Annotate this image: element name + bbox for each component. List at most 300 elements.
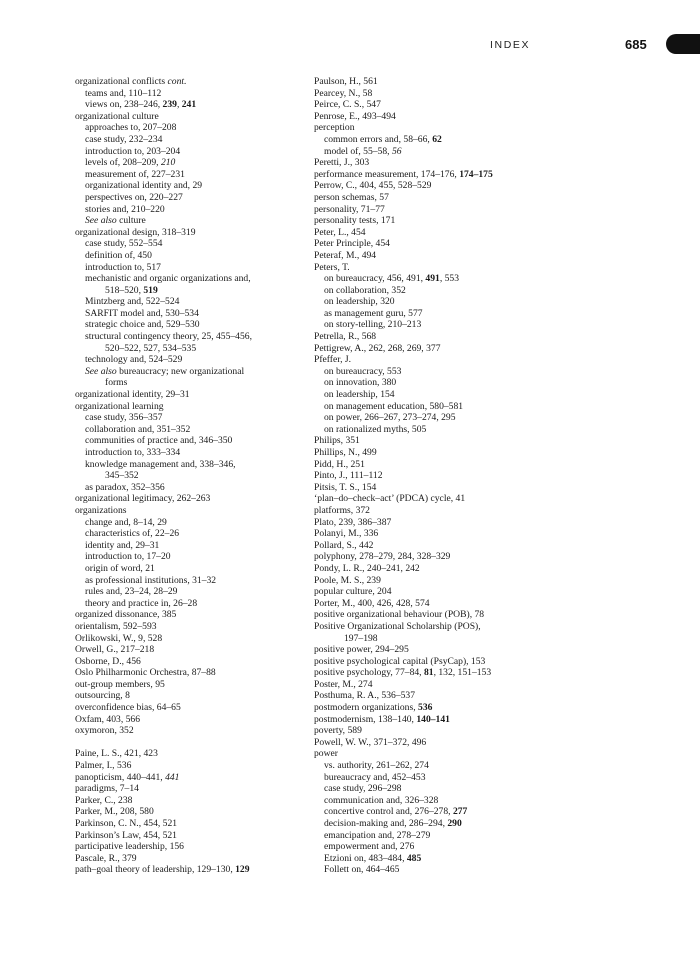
entry-text: Penrose, E., 493–494 [314, 110, 396, 122]
index-subentry [314, 830, 536, 842]
entry-text: orientalism, 592–593 [75, 620, 157, 632]
entry-text: Petrella, R., 568 [314, 331, 377, 343]
entry-text: Pascale, R., 379 [75, 852, 137, 864]
entry-text: Polanyi, M., 336 [314, 528, 379, 540]
index-subentry [314, 424, 536, 436]
entry-text: overconfidence bias, 64–65 [75, 702, 181, 714]
entry-text: collaboration and, 351–352 [85, 423, 191, 435]
index-entry [75, 633, 297, 645]
bold-page-ref: 536 [418, 702, 433, 714]
entry-text: Parkinson, C. N., 454, 521 [75, 818, 178, 829]
entry-text: Pollard, S., 442 [314, 539, 374, 551]
index-entry [75, 493, 297, 505]
bold-page-ref: 62 [432, 133, 442, 145]
entry-text: communication and, 326–328 [324, 794, 439, 806]
index-subentry [75, 459, 297, 471]
entry-text: on bureaucracy, 553 [324, 365, 402, 377]
entry-text: rules and, 23–24, 28–29 [85, 586, 178, 598]
index-subentry [75, 262, 297, 274]
index-subentry [75, 412, 297, 424]
entry-text: introduction to, 203–204 [85, 145, 181, 157]
entry-text: case study, 552–554 [85, 238, 163, 250]
entry-text: as professional institutions, 31–32 [85, 574, 217, 586]
index-entry [314, 88, 536, 100]
index-subentry [75, 250, 297, 262]
entry-text: performance measurement, 174–176, [314, 168, 460, 180]
index-subentry [314, 841, 536, 853]
entry-text: Pearcey, N., 58 [314, 87, 373, 99]
entry-text: power [314, 748, 338, 760]
index-subentry [75, 238, 297, 250]
entry-text: , [176, 99, 182, 111]
index-subentry [314, 285, 536, 297]
bold-page-ref: 239 [162, 99, 177, 111]
entry-text: strategic choice and, 529–530 [85, 319, 200, 331]
italic-text: 210 [160, 157, 176, 169]
index-entry [314, 482, 536, 494]
index-entry [314, 725, 536, 737]
index-subentry [75, 192, 297, 204]
entry-text: Powell, W. W., 371–372, 496 [314, 736, 427, 748]
index-subentry [75, 424, 297, 436]
entry-text: emancipation and, 278–279 [324, 829, 431, 841]
index-entry [314, 447, 536, 459]
index-entry [75, 702, 297, 714]
entry-text: Poole, M. S., 239 [314, 574, 381, 586]
entry-text: measurement of, 227–231 [85, 168, 185, 180]
bold-page-ref: 290 [447, 818, 462, 829]
index-subentry [314, 633, 536, 645]
index-entry [314, 215, 536, 227]
index-subentry [75, 435, 297, 447]
entry-text: case study, 296–298 [324, 783, 402, 795]
entry-text: views on, 238–246, [85, 99, 163, 111]
index-entry [314, 470, 536, 482]
entry-text: out-group members, 95 [75, 678, 165, 690]
index-entry [314, 99, 536, 111]
bold-page-ref: 277 [452, 806, 468, 818]
index-entry [75, 772, 297, 784]
entry-text: positive power, 294–295 [314, 644, 409, 656]
entry-text: on leadership, 320 [324, 296, 395, 308]
entry-text: on rationalized myths, 505 [324, 423, 427, 435]
entry-text: teams and, 110–112 [85, 87, 162, 99]
index-entry [75, 609, 297, 621]
entry-text: Peter Principle, 454 [314, 238, 390, 250]
entry-text: concertive control and, 276–278, [324, 806, 453, 818]
index-entry [314, 505, 536, 517]
entry-text: empowerment and, 276 [324, 841, 415, 853]
entry-text: origin of word, 21 [85, 562, 155, 574]
index-subentry [314, 146, 536, 158]
index-entry [314, 204, 536, 216]
index-subentry [75, 343, 297, 355]
index-entry [314, 180, 536, 192]
entry-text: model of, 55–58, [324, 145, 392, 157]
entry-text: Pinto, J., 111–112 [314, 470, 383, 482]
entry-text: as paradox, 352–356 [85, 481, 165, 493]
entry-text: Peters, T. [314, 261, 350, 273]
entry-text: Peter, L., 454 [314, 226, 366, 238]
entry-text: definition of, 450 [85, 249, 152, 261]
index-subentry [75, 354, 297, 366]
index-entry [314, 690, 536, 702]
page-number: 685 [625, 37, 647, 52]
entry-text: organizational identity and, 29 [85, 180, 203, 192]
bold-page-ref: 129 [235, 864, 250, 876]
entry-text: on bureaucracy, 456, 491, [324, 273, 426, 285]
index-subentry [314, 296, 536, 308]
entry-text: forms [105, 377, 128, 389]
index-entry [314, 644, 536, 656]
entry-text: as management guru, 577 [324, 307, 423, 319]
index-entry [75, 656, 297, 668]
index-column-right [314, 76, 536, 876]
index-subentry [75, 586, 297, 598]
index-subentry [314, 783, 536, 795]
index-entry [314, 493, 536, 505]
entry-text: personality, 71–77 [314, 203, 385, 215]
index-entry [75, 505, 297, 517]
index-subentry [75, 204, 297, 216]
index-column-left [75, 76, 297, 876]
index-entry [314, 540, 536, 552]
index-subentry [75, 377, 297, 389]
entry-text: positive organizational behaviour (POB), 78 [314, 609, 485, 621]
entry-text: Orlikowski, W., 9, 528 [75, 632, 163, 644]
entry-text: Peretti, J., 303 [314, 157, 370, 169]
index-entry [75, 76, 297, 88]
index-subentry [75, 169, 297, 181]
entry-text: Positive Organizational Scholarship (POS), [314, 620, 481, 632]
index-entry [314, 656, 536, 668]
index-subentry [75, 273, 297, 285]
entry-text: Paulson, H., 561 [314, 76, 378, 87]
index-subentry [314, 377, 536, 389]
index-subentry [75, 575, 297, 587]
italic-text: See also [85, 365, 117, 377]
entry-text: oxymoron, 352 [75, 725, 134, 737]
index-subentry [75, 517, 297, 529]
entry-text: , 553 [439, 273, 459, 285]
index-entry [314, 157, 536, 169]
entry-text: theory and practice in, 26–28 [85, 597, 198, 609]
index-entry [314, 354, 536, 366]
index-entry [75, 690, 297, 702]
index-entry [314, 609, 536, 621]
entry-text: person schemas, 57 [314, 191, 389, 203]
entry-text: Parker, C., 238 [75, 794, 133, 806]
index-entry [75, 389, 297, 401]
index-entry [314, 169, 536, 181]
entry-text: organizational conflicts [75, 76, 168, 87]
bold-page-ref: 241 [181, 99, 197, 111]
index-entry [314, 748, 536, 760]
entry-text: communities of practice and, 346–350 [85, 435, 233, 447]
entry-text: technology and, 524–529 [85, 354, 183, 366]
index-subentry [75, 308, 297, 320]
entry-text: poverty, 589 [314, 725, 362, 737]
entry-text: Pondy, L. R., 240–241, 242 [314, 562, 420, 574]
index-subentry [75, 447, 297, 459]
entry-text: Mintzberg and, 522–524 [85, 296, 180, 308]
index-entry [75, 818, 297, 830]
entry-text: 518–520, [105, 284, 144, 296]
index-subentry [75, 331, 297, 343]
entry-text: panopticism, 440–441, [75, 771, 166, 783]
entry-text: organizational design, 318–319 [75, 226, 196, 238]
index-entry [314, 714, 536, 726]
letter-group-gap [75, 737, 297, 749]
index-subentry [314, 760, 536, 772]
index-entry [75, 864, 297, 876]
entry-text: on story-telling, 210–213 [324, 319, 422, 331]
index-subentry [75, 366, 297, 378]
entry-text: personality tests, 171 [314, 215, 396, 227]
entry-text: organizational learning [75, 400, 164, 412]
entry-text: ‘plan–do–check–act’ (PDCA) cycle, 41 [314, 493, 466, 505]
entry-text: Philips, 351 [314, 435, 360, 447]
entry-text: Follett on, 464–465 [324, 864, 400, 876]
index-subentry [314, 806, 536, 818]
entry-text: Pidd, H., 251 [314, 458, 365, 470]
entry-text: positive psychological capital (PsyCap), 153 [314, 655, 486, 667]
entry-text: participative leadership, 156 [75, 841, 184, 853]
entry-text: common errors and, 58–66, [324, 133, 433, 145]
entry-text: on leadership, 154 [324, 389, 395, 401]
entry-text: 520–522, 527, 534–535 [105, 342, 197, 354]
entry-text: Oxfam, 403, 566 [75, 713, 141, 725]
index-entry [75, 401, 297, 413]
entry-text: case study, 356–357 [85, 412, 163, 424]
entry-text: Palmer, I., 536 [75, 760, 132, 772]
index-subentry [314, 772, 536, 784]
entry-text: Parker, M., 208, 580 [75, 806, 154, 818]
entry-text: postmodern organizations, [314, 702, 419, 714]
entry-text: Pettigrew, A., 262, 268, 269, 377 [314, 342, 441, 354]
index-entry [75, 621, 297, 633]
index-entry [314, 435, 536, 447]
entry-text: perception [314, 122, 355, 134]
entry-text: introduction to, 17–20 [85, 551, 171, 563]
index-subentry [75, 99, 297, 111]
index-subentry [314, 366, 536, 378]
italic-text: See also [85, 215, 117, 227]
index-subentry [75, 215, 297, 227]
entry-text: organizational identity, 29–31 [75, 389, 190, 401]
entry-text: Oslo Philharmonic Orchestra, 87–88 [75, 667, 216, 679]
entry-text: Etzioni on, 483–484, [324, 852, 407, 864]
entry-text: platforms, 372 [314, 504, 370, 516]
italic-text: 56 [391, 145, 402, 157]
entry-text: stories and, 210–220 [85, 203, 165, 215]
entry-text: case study, 232–234 [85, 133, 163, 145]
entry-text: Posthuma, R. A., 536–537 [314, 690, 416, 702]
entry-text: Paine, L. S., 421, 423 [75, 748, 158, 760]
entry-text: Phillips, N., 499 [314, 447, 377, 458]
entry-text: Peteraf, M., 494 [314, 249, 377, 261]
entry-text: Perrow, C., 404, 455, 528–529 [314, 180, 432, 192]
index-subentry [75, 180, 297, 192]
index-subentry [75, 470, 297, 482]
entry-text: structural contingency theory, 25, 455–456, [85, 331, 252, 343]
entry-text: Parkinson’s Law, 454, 521 [75, 829, 177, 841]
entry-text: perspectives on, 220–227 [85, 191, 183, 203]
bold-page-ref: 485 [406, 852, 422, 864]
entry-text: introduction to, 517 [85, 261, 161, 273]
entry-text: postmodernism, 138–140, [314, 713, 417, 725]
entry-text: Poster, M., 274 [314, 678, 373, 690]
entry-text: characteristics of, 22–26 [85, 528, 180, 540]
index-entry [75, 227, 297, 239]
index-subentry [75, 122, 297, 134]
index-entry [75, 806, 297, 818]
entry-text: Pfeffer, J. [314, 354, 352, 366]
index-entry [314, 702, 536, 714]
entry-text: introduction to, 333–334 [85, 447, 181, 458]
index-entry [314, 76, 536, 88]
entry-text: on collaboration, 352 [324, 284, 406, 296]
index-subentry [314, 853, 536, 865]
index-entry [75, 714, 297, 726]
index-entry [314, 238, 536, 250]
index-subentry [75, 285, 297, 297]
index-entry [75, 853, 297, 865]
index-entry [314, 122, 536, 134]
entry-text: , 132, 151–153 [433, 667, 492, 679]
index-entry [75, 725, 297, 737]
index-subentry [314, 412, 536, 424]
index-entry [75, 679, 297, 691]
entry-text: path–goal theory of leadership, 129–130, [75, 864, 236, 876]
entry-text: Porter, M., 400, 426, 428, 574 [314, 597, 430, 609]
index-entry [314, 331, 536, 343]
entry-text: vs. authority, 261–262, 274 [324, 760, 429, 772]
index-entry [75, 783, 297, 795]
index-entry [314, 343, 536, 355]
index-subentry [314, 401, 536, 413]
index-subentry [75, 551, 297, 563]
entry-text: culture [116, 215, 146, 227]
entry-text: popular culture, 204 [314, 586, 392, 598]
index-entry [314, 621, 536, 633]
index-subentry [314, 134, 536, 146]
entry-text: organizational culture [75, 110, 159, 122]
index-subentry [75, 146, 297, 158]
index-subentry [75, 157, 297, 169]
index-subentry [314, 795, 536, 807]
index-entry [314, 667, 536, 679]
entry-text: 345–352 [105, 470, 139, 482]
entry-text: on innovation, 380 [324, 377, 397, 389]
index-entry [314, 111, 536, 123]
entry-text: decision-making and, 286–294, [324, 818, 448, 829]
index-subentry [75, 540, 297, 552]
index-subentry [314, 273, 536, 285]
entry-text: mechanistic and organic organizations and, [85, 273, 251, 285]
index-entry [314, 575, 536, 587]
entry-text: 197–198 [344, 632, 378, 644]
entry-text: approaches to, 207–208 [85, 122, 177, 134]
bold-page-ref: 519 [143, 284, 158, 296]
index-entry [75, 830, 297, 842]
index-entry [314, 551, 536, 563]
entry-text: on management education, 580–581 [324, 400, 464, 412]
index-entry [75, 748, 297, 760]
index-subentry [314, 864, 536, 876]
index-entry [314, 528, 536, 540]
index-subentry [75, 296, 297, 308]
index-entry [75, 111, 297, 123]
thumb-tab [666, 34, 700, 54]
index-entry [314, 598, 536, 610]
bold-page-ref: 174–175 [459, 168, 493, 180]
index-entry [314, 250, 536, 262]
index-entry [314, 459, 536, 471]
bold-page-ref: 491 [425, 273, 440, 285]
index-subentry [75, 482, 297, 494]
index-entry [314, 227, 536, 239]
index-subentry [314, 319, 536, 331]
index-entry [75, 795, 297, 807]
entry-text: knowledge management and, 338–346, [85, 458, 236, 470]
index-subentry [75, 563, 297, 575]
italic-text: cont. [167, 76, 187, 87]
entry-text: Orwell, G., 217–218 [75, 644, 155, 656]
entry-text: organized dissonance, 385 [75, 609, 177, 621]
bold-page-ref: 81 [423, 667, 434, 679]
entry-text: positive psychology, 77–84, [314, 667, 424, 679]
bold-page-ref: 140–141 [416, 713, 450, 725]
entry-text: organizational legitimacy, 262–263 [75, 493, 211, 505]
index-subentry [314, 308, 536, 320]
index-entry [314, 192, 536, 204]
entry-text: Pitsis, T. S., 154 [314, 481, 377, 493]
index-subentry [75, 88, 297, 100]
entry-text: polyphony, 278–279, 284, 328–329 [314, 551, 451, 563]
index-subentry [75, 134, 297, 146]
entry-text: Peirce, C. S., 547 [314, 99, 381, 111]
index-entry [75, 644, 297, 656]
index-subentry [314, 818, 536, 830]
index-entry [75, 841, 297, 853]
index-subentry [75, 598, 297, 610]
entry-text: SARFIT model and, 530–534 [85, 307, 199, 319]
running-header-section: INDEX [490, 39, 531, 51]
index-entry [314, 262, 536, 274]
entry-text: paradigms, 7–14 [75, 783, 139, 795]
entry-text: on power, 266–267, 273–274, 295 [324, 412, 456, 424]
index-entry [314, 586, 536, 598]
index-entry [314, 563, 536, 575]
entry-text: Plato, 239, 386–387 [314, 516, 392, 528]
index-entry [75, 667, 297, 679]
index-entry [314, 679, 536, 691]
entry-text: Osborne, D., 456 [75, 655, 141, 667]
entry-text: levels of, 208–209, [85, 157, 161, 169]
entry-text: outsourcing, 8 [75, 690, 130, 702]
entry-text: identity and, 29–31 [85, 539, 160, 551]
index-entry [314, 517, 536, 529]
entry-text: change and, 8–14, 29 [85, 516, 167, 528]
italic-text: 441 [165, 771, 180, 783]
index-subentry [75, 528, 297, 540]
index-subentry [314, 389, 536, 401]
entry-text: organizations [75, 504, 127, 516]
entry-text: bureaucracy and, 452–453 [324, 771, 426, 783]
index-subentry [75, 319, 297, 331]
index-entry [75, 760, 297, 772]
